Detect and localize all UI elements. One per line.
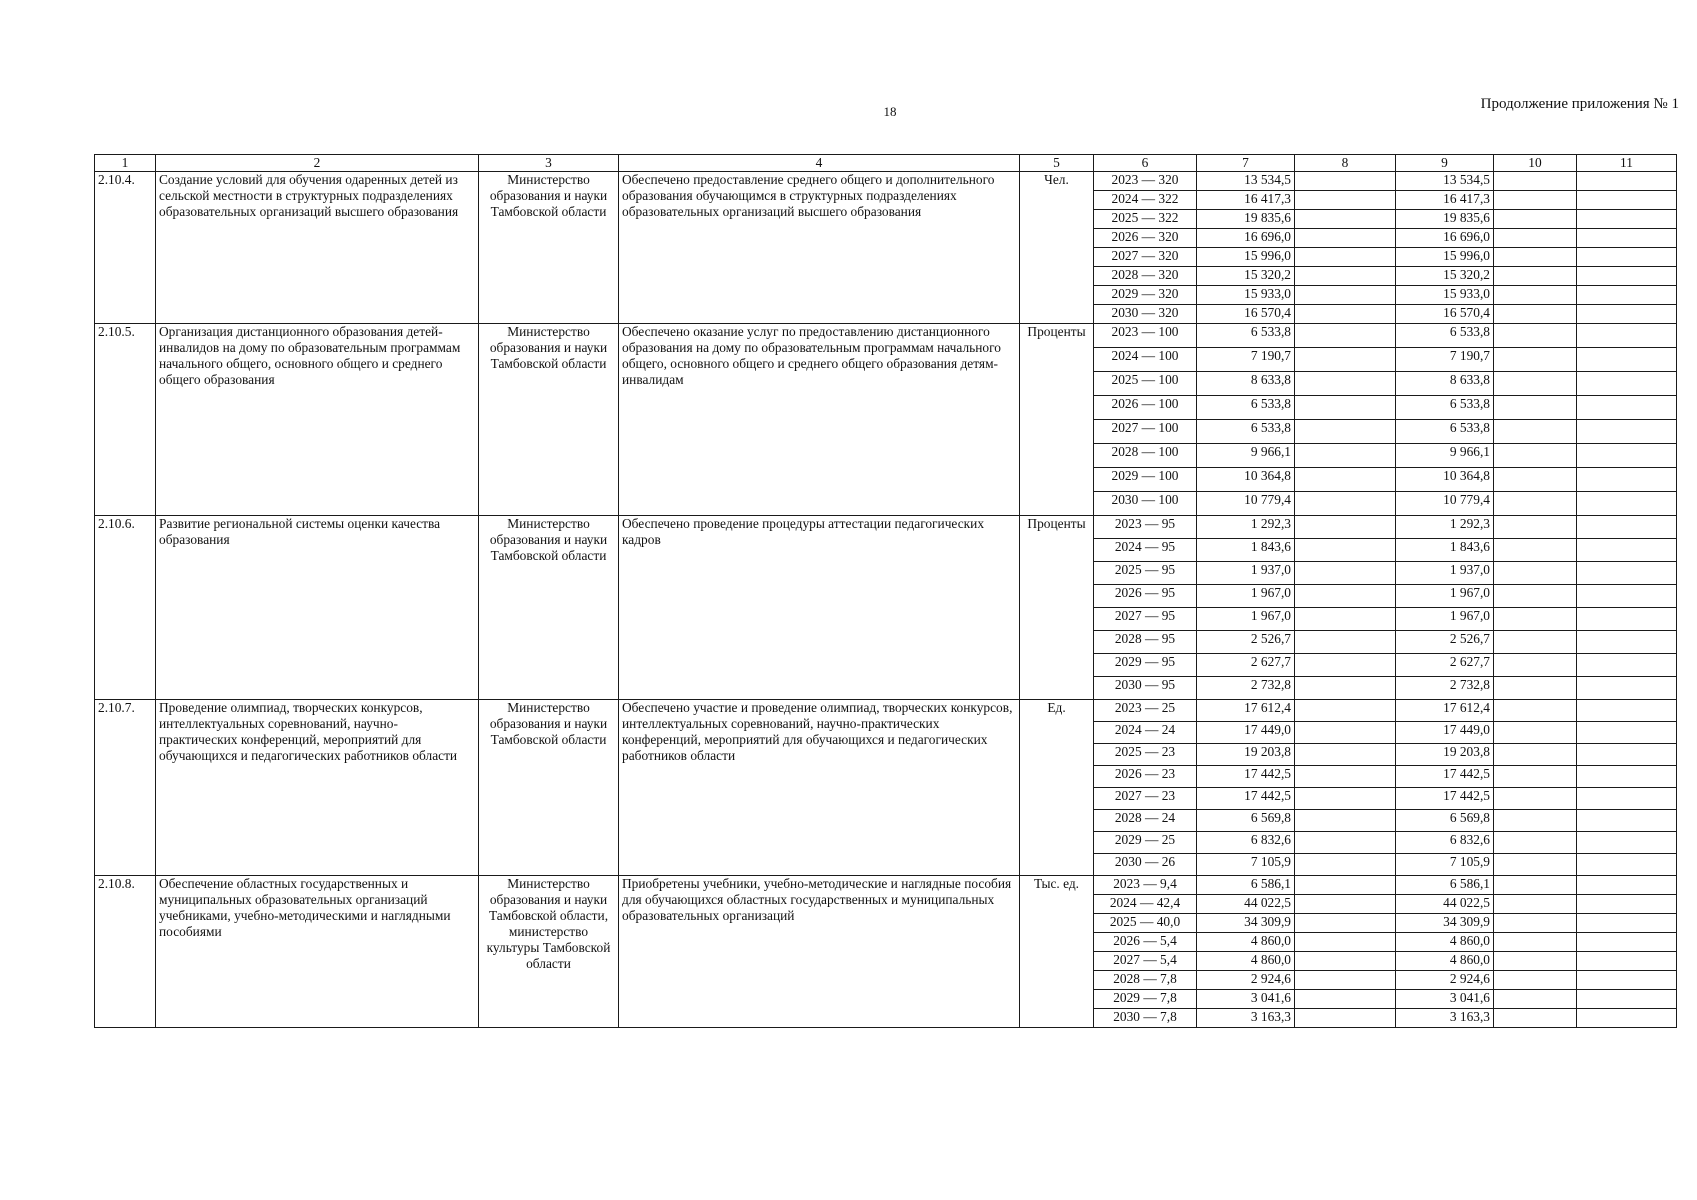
year-indicator-cell: 2024 — 100 bbox=[1094, 348, 1197, 372]
unit-of-measure: Чел. bbox=[1020, 172, 1094, 324]
amount-column-7: 10 364,8 bbox=[1197, 468, 1295, 492]
amount-column-7: 10 779,4 bbox=[1197, 492, 1295, 516]
amount-column-7: 9 966,1 bbox=[1197, 444, 1295, 468]
amount-column-9: 19 203,8 bbox=[1396, 744, 1494, 766]
amount-column-8 bbox=[1295, 516, 1396, 539]
amount-column-11 bbox=[1577, 172, 1677, 191]
column-number: 3 bbox=[479, 155, 619, 172]
amount-column-8 bbox=[1295, 468, 1396, 492]
year-indicator-cell: 2026 — 95 bbox=[1094, 585, 1197, 608]
amount-column-10 bbox=[1494, 229, 1577, 248]
activity-name: Обеспечение областных государственных и муниципальных образовательных организаций учебниками, учебно-методическими и наглядными пособиями bbox=[156, 876, 479, 1028]
activity-name: Создание условий для обучения одаренных детей из сельской местности в структурных подразделениях образовательных организаций высшего образования bbox=[156, 172, 479, 324]
amount-column-11 bbox=[1577, 492, 1677, 516]
amount-column-10 bbox=[1494, 766, 1577, 788]
amount-column-8 bbox=[1295, 914, 1396, 933]
year-indicator-cell: 2030 — 320 bbox=[1094, 305, 1197, 324]
amount-column-9: 3 041,6 bbox=[1396, 990, 1494, 1009]
amount-column-8 bbox=[1295, 324, 1396, 348]
amount-column-9: 9 966,1 bbox=[1396, 444, 1494, 468]
amount-column-11 bbox=[1577, 677, 1677, 700]
amount-column-8 bbox=[1295, 492, 1396, 516]
amount-column-11 bbox=[1577, 744, 1677, 766]
year-indicator-cell: 2023 — 95 bbox=[1094, 516, 1197, 539]
activity-number: 2.10.5. bbox=[95, 324, 156, 516]
amount-column-9: 17 612,4 bbox=[1396, 700, 1494, 722]
year-indicator-cell: 2024 — 95 bbox=[1094, 539, 1197, 562]
year-indicator-cell: 2029 — 320 bbox=[1094, 286, 1197, 305]
year-indicator-cell: 2025 — 95 bbox=[1094, 562, 1197, 585]
expected-result: Обеспечено предоставление среднего общего и дополнительного образования обучающимся в структурных подразделениях образовательных организаций высшего образования bbox=[619, 172, 1020, 324]
amount-column-11 bbox=[1577, 286, 1677, 305]
amount-column-7: 17 442,5 bbox=[1197, 788, 1295, 810]
amount-column-8 bbox=[1295, 348, 1396, 372]
amount-column-8 bbox=[1295, 420, 1396, 444]
year-indicator-cell: 2029 — 100 bbox=[1094, 468, 1197, 492]
amount-column-7: 1 967,0 bbox=[1197, 585, 1295, 608]
amount-column-7: 16 570,4 bbox=[1197, 305, 1295, 324]
amount-column-9: 13 534,5 bbox=[1396, 172, 1494, 191]
column-number: 7 bbox=[1197, 155, 1295, 172]
activity-name: Проведение олимпиад, творческих конкурсов, интеллектуальных соревнований, научно-практических конференций, мероприятий для обучающихся и педагогических работников области bbox=[156, 700, 479, 876]
amount-column-10 bbox=[1494, 210, 1577, 229]
expected-result: Обеспечено участие и проведение олимпиад, творческих конкурсов, интеллектуальных соревнований, научно-практических конференций, мероприятий для обучающихся и педагогических работников области bbox=[619, 700, 1020, 876]
year-indicator-cell: 2029 — 95 bbox=[1094, 654, 1197, 677]
year-indicator-cell: 2029 — 7,8 bbox=[1094, 990, 1197, 1009]
amount-column-7: 15 320,2 bbox=[1197, 267, 1295, 286]
amount-column-10 bbox=[1494, 562, 1577, 585]
amount-column-10 bbox=[1494, 933, 1577, 952]
amount-column-10 bbox=[1494, 895, 1577, 914]
amount-column-7: 19 835,6 bbox=[1197, 210, 1295, 229]
amount-column-9: 3 163,3 bbox=[1396, 1009, 1494, 1028]
amount-column-11 bbox=[1577, 267, 1677, 286]
amount-column-8 bbox=[1295, 585, 1396, 608]
amount-column-7: 6 533,8 bbox=[1197, 324, 1295, 348]
amount-column-9: 6 533,8 bbox=[1396, 420, 1494, 444]
amount-column-11 bbox=[1577, 372, 1677, 396]
column-number: 11 bbox=[1577, 155, 1677, 172]
year-indicator-cell: 2028 — 95 bbox=[1094, 631, 1197, 654]
activity-row bbox=[95, 324, 1677, 348]
year-indicator-cell: 2027 — 95 bbox=[1094, 608, 1197, 631]
amount-column-8 bbox=[1295, 700, 1396, 722]
amount-column-9: 15 933,0 bbox=[1396, 286, 1494, 305]
amount-column-11 bbox=[1577, 191, 1677, 210]
unit-of-measure: Проценты bbox=[1020, 516, 1094, 700]
amount-column-9: 2 732,8 bbox=[1396, 677, 1494, 700]
amount-column-7: 16 696,0 bbox=[1197, 229, 1295, 248]
activity-row bbox=[95, 516, 1677, 539]
amount-column-10 bbox=[1494, 876, 1577, 895]
amount-column-9: 2 526,7 bbox=[1396, 631, 1494, 654]
amount-column-10 bbox=[1494, 990, 1577, 1009]
expected-result: Приобретены учебники, учебно-методические и наглядные пособия для обучающихся областных государственных и муниципальных образовательных организаций bbox=[619, 876, 1020, 1028]
amount-column-11 bbox=[1577, 952, 1677, 971]
amount-column-8 bbox=[1295, 305, 1396, 324]
amount-column-10 bbox=[1494, 516, 1577, 539]
activity-row bbox=[95, 172, 1677, 191]
column-number: 1 bbox=[95, 155, 156, 172]
amount-column-9: 4 860,0 bbox=[1396, 952, 1494, 971]
amount-column-8 bbox=[1295, 608, 1396, 631]
amount-column-8 bbox=[1295, 229, 1396, 248]
amount-column-11 bbox=[1577, 722, 1677, 744]
amount-column-11 bbox=[1577, 348, 1677, 372]
amount-column-9: 1 937,0 bbox=[1396, 562, 1494, 585]
year-indicator-cell: 2025 — 23 bbox=[1094, 744, 1197, 766]
amount-column-8 bbox=[1295, 744, 1396, 766]
amount-column-8 bbox=[1295, 788, 1396, 810]
unit-of-measure: Тыс. ед. bbox=[1020, 876, 1094, 1028]
amount-column-8 bbox=[1295, 539, 1396, 562]
unit-of-measure: Ед. bbox=[1020, 700, 1094, 876]
amount-column-8 bbox=[1295, 267, 1396, 286]
year-indicator-cell: 2030 — 7,8 bbox=[1094, 1009, 1197, 1028]
year-indicator-cell: 2026 — 320 bbox=[1094, 229, 1197, 248]
responsible-executor: Министерство образования и науки Тамбовской области bbox=[479, 172, 619, 324]
amount-column-8 bbox=[1295, 248, 1396, 267]
amount-column-8 bbox=[1295, 766, 1396, 788]
amount-column-10 bbox=[1494, 172, 1577, 191]
amount-column-9: 16 417,3 bbox=[1396, 191, 1494, 210]
amount-column-9: 1 843,6 bbox=[1396, 539, 1494, 562]
amount-column-7: 2 526,7 bbox=[1197, 631, 1295, 654]
column-number: 4 bbox=[619, 155, 1020, 172]
year-indicator-cell: 2026 — 100 bbox=[1094, 396, 1197, 420]
amount-column-10 bbox=[1494, 420, 1577, 444]
year-indicator-cell: 2023 — 9,4 bbox=[1094, 876, 1197, 895]
amount-column-11 bbox=[1577, 539, 1677, 562]
amount-column-7: 6 832,6 bbox=[1197, 832, 1295, 854]
amount-column-9: 15 320,2 bbox=[1396, 267, 1494, 286]
amount-column-10 bbox=[1494, 348, 1577, 372]
amount-column-7: 1 292,3 bbox=[1197, 516, 1295, 539]
amount-column-10 bbox=[1494, 267, 1577, 286]
amount-column-11 bbox=[1577, 654, 1677, 677]
amount-column-8 bbox=[1295, 810, 1396, 832]
amount-column-10 bbox=[1494, 700, 1577, 722]
amount-column-9: 1 967,0 bbox=[1396, 585, 1494, 608]
amount-column-7: 17 612,4 bbox=[1197, 700, 1295, 722]
amount-column-10 bbox=[1494, 468, 1577, 492]
column-numbers-row bbox=[95, 155, 1677, 172]
amount-column-11 bbox=[1577, 810, 1677, 832]
amount-column-9: 7 105,9 bbox=[1396, 854, 1494, 876]
amount-column-11 bbox=[1577, 516, 1677, 539]
amount-column-7: 6 533,8 bbox=[1197, 396, 1295, 420]
amount-column-9: 8 633,8 bbox=[1396, 372, 1494, 396]
amount-column-8 bbox=[1295, 854, 1396, 876]
amount-column-7: 16 417,3 bbox=[1197, 191, 1295, 210]
year-indicator-cell: 2028 — 7,8 bbox=[1094, 971, 1197, 990]
amount-column-11 bbox=[1577, 832, 1677, 854]
amount-column-7: 44 022,5 bbox=[1197, 895, 1295, 914]
amount-column-8 bbox=[1295, 952, 1396, 971]
activity-name: Организация дистанционного образования детей-инвалидов на дому по образовательным программам начального общего, основного общего и среднего общего образования bbox=[156, 324, 479, 516]
column-number: 2 bbox=[156, 155, 479, 172]
amount-column-11 bbox=[1577, 396, 1677, 420]
amount-column-11 bbox=[1577, 990, 1677, 1009]
amount-column-9: 44 022,5 bbox=[1396, 895, 1494, 914]
year-indicator-cell: 2029 — 25 bbox=[1094, 832, 1197, 854]
unit-of-measure: Проценты bbox=[1020, 324, 1094, 516]
column-number: 9 bbox=[1396, 155, 1494, 172]
amount-column-8 bbox=[1295, 895, 1396, 914]
amount-column-9: 1 967,0 bbox=[1396, 608, 1494, 631]
column-number: 8 bbox=[1295, 155, 1396, 172]
amount-column-11 bbox=[1577, 914, 1677, 933]
amount-column-7: 2 627,7 bbox=[1197, 654, 1295, 677]
amount-column-7: 2 924,6 bbox=[1197, 971, 1295, 990]
amount-column-7: 1 967,0 bbox=[1197, 608, 1295, 631]
amount-column-9: 2 627,7 bbox=[1396, 654, 1494, 677]
amount-column-9: 6 586,1 bbox=[1396, 876, 1494, 895]
amount-column-11 bbox=[1577, 562, 1677, 585]
year-indicator-cell: 2027 — 100 bbox=[1094, 420, 1197, 444]
amount-column-7: 2 732,8 bbox=[1197, 677, 1295, 700]
column-number: 5 bbox=[1020, 155, 1094, 172]
column-number: 10 bbox=[1494, 155, 1577, 172]
amount-column-11 bbox=[1577, 608, 1677, 631]
amount-column-8 bbox=[1295, 210, 1396, 229]
amount-column-7: 17 449,0 bbox=[1197, 722, 1295, 744]
amount-column-9: 15 996,0 bbox=[1396, 248, 1494, 267]
amount-column-7: 8 633,8 bbox=[1197, 372, 1295, 396]
amount-column-7: 19 203,8 bbox=[1197, 744, 1295, 766]
amount-column-9: 16 570,4 bbox=[1396, 305, 1494, 324]
amount-column-7: 15 996,0 bbox=[1197, 248, 1295, 267]
year-indicator-cell: 2030 — 95 bbox=[1094, 677, 1197, 700]
amount-column-11 bbox=[1577, 876, 1677, 895]
amount-column-8 bbox=[1295, 876, 1396, 895]
amount-column-10 bbox=[1494, 810, 1577, 832]
activity-number: 2.10.8. bbox=[95, 876, 156, 1028]
amount-column-9: 34 309,9 bbox=[1396, 914, 1494, 933]
amount-column-11 bbox=[1577, 1009, 1677, 1028]
amount-column-10 bbox=[1494, 832, 1577, 854]
amount-column-9: 4 860,0 bbox=[1396, 933, 1494, 952]
amount-column-10 bbox=[1494, 744, 1577, 766]
year-indicator-cell: 2028 — 24 bbox=[1094, 810, 1197, 832]
amount-column-7: 13 534,5 bbox=[1197, 172, 1295, 191]
year-indicator-cell: 2023 — 320 bbox=[1094, 172, 1197, 191]
year-indicator-cell: 2026 — 5,4 bbox=[1094, 933, 1197, 952]
amount-column-9: 6 533,8 bbox=[1396, 324, 1494, 348]
amount-column-9: 6 832,6 bbox=[1396, 832, 1494, 854]
amount-column-10 bbox=[1494, 444, 1577, 468]
amount-column-7: 1 937,0 bbox=[1197, 562, 1295, 585]
activity-number: 2.10.4. bbox=[95, 172, 156, 324]
amount-column-7: 34 309,9 bbox=[1197, 914, 1295, 933]
amount-column-7: 7 190,7 bbox=[1197, 348, 1295, 372]
amount-column-11 bbox=[1577, 229, 1677, 248]
amount-column-8 bbox=[1295, 933, 1396, 952]
amount-column-10 bbox=[1494, 677, 1577, 700]
amount-column-10 bbox=[1494, 492, 1577, 516]
amount-column-10 bbox=[1494, 608, 1577, 631]
amount-column-9: 10 779,4 bbox=[1396, 492, 1494, 516]
amount-column-11 bbox=[1577, 324, 1677, 348]
amount-column-10 bbox=[1494, 952, 1577, 971]
amount-column-9: 17 442,5 bbox=[1396, 766, 1494, 788]
amount-column-9: 6 533,8 bbox=[1396, 396, 1494, 420]
amount-column-11 bbox=[1577, 444, 1677, 468]
year-indicator-cell: 2023 — 25 bbox=[1094, 700, 1197, 722]
activity-number: 2.10.6. bbox=[95, 516, 156, 700]
expected-result: Обеспечено оказание услуг по предоставлению дистанционного образования на дому по образовательным программам начального общего, основного общего и среднего общего образования детям-инвалидам bbox=[619, 324, 1020, 516]
amount-column-8 bbox=[1295, 191, 1396, 210]
amount-column-7: 4 860,0 bbox=[1197, 952, 1295, 971]
year-indicator-cell: 2027 — 5,4 bbox=[1094, 952, 1197, 971]
amount-column-11 bbox=[1577, 420, 1677, 444]
amount-column-11 bbox=[1577, 895, 1677, 914]
amount-column-10 bbox=[1494, 305, 1577, 324]
amount-column-8 bbox=[1295, 832, 1396, 854]
amount-column-8 bbox=[1295, 722, 1396, 744]
amount-column-11 bbox=[1577, 305, 1677, 324]
amount-column-8 bbox=[1295, 286, 1396, 305]
year-indicator-cell: 2027 — 23 bbox=[1094, 788, 1197, 810]
amount-column-8 bbox=[1295, 1009, 1396, 1028]
year-indicator-cell: 2025 — 100 bbox=[1094, 372, 1197, 396]
amount-column-10 bbox=[1494, 654, 1577, 677]
amount-column-11 bbox=[1577, 468, 1677, 492]
amount-column-9: 7 190,7 bbox=[1396, 348, 1494, 372]
amount-column-10 bbox=[1494, 854, 1577, 876]
amount-column-10 bbox=[1494, 631, 1577, 654]
amount-column-11 bbox=[1577, 788, 1677, 810]
amount-column-10 bbox=[1494, 191, 1577, 210]
appendix-continuation-note: Продолжение приложения № 1 bbox=[1480, 96, 1679, 112]
amount-column-8 bbox=[1295, 677, 1396, 700]
responsible-executor: Министерство образования и науки Тамбовской области bbox=[479, 700, 619, 876]
activity-number: 2.10.7. bbox=[95, 700, 156, 876]
amount-column-8 bbox=[1295, 372, 1396, 396]
amount-column-10 bbox=[1494, 722, 1577, 744]
amount-column-9: 19 835,6 bbox=[1396, 210, 1494, 229]
amount-column-8 bbox=[1295, 444, 1396, 468]
activity-row bbox=[95, 876, 1677, 895]
amount-column-7: 17 442,5 bbox=[1197, 766, 1295, 788]
page-number: 18 bbox=[883, 104, 897, 119]
amount-column-10 bbox=[1494, 1009, 1577, 1028]
year-indicator-cell: 2025 — 40,0 bbox=[1094, 914, 1197, 933]
amount-column-7: 6 586,1 bbox=[1197, 876, 1295, 895]
amount-column-8 bbox=[1295, 562, 1396, 585]
amount-column-11 bbox=[1577, 854, 1677, 876]
year-indicator-cell: 2025 — 322 bbox=[1094, 210, 1197, 229]
amount-column-10 bbox=[1494, 971, 1577, 990]
amount-column-9: 6 569,8 bbox=[1396, 810, 1494, 832]
year-indicator-cell: 2027 — 320 bbox=[1094, 248, 1197, 267]
amount-column-9: 16 696,0 bbox=[1396, 229, 1494, 248]
amount-column-11 bbox=[1577, 210, 1677, 229]
amount-column-8 bbox=[1295, 990, 1396, 1009]
amount-column-9: 10 364,8 bbox=[1396, 468, 1494, 492]
responsible-executor: Министерство образования и науки Тамбовской области bbox=[479, 324, 619, 516]
amount-column-7: 15 933,0 bbox=[1197, 286, 1295, 305]
year-indicator-cell: 2024 — 24 bbox=[1094, 722, 1197, 744]
amount-column-9: 1 292,3 bbox=[1396, 516, 1494, 539]
year-indicator-cell: 2024 — 322 bbox=[1094, 191, 1197, 210]
amount-column-10 bbox=[1494, 788, 1577, 810]
amount-column-8 bbox=[1295, 971, 1396, 990]
amount-column-11 bbox=[1577, 248, 1677, 267]
amount-column-9: 2 924,6 bbox=[1396, 971, 1494, 990]
year-indicator-cell: 2028 — 320 bbox=[1094, 267, 1197, 286]
activity-row bbox=[95, 700, 1677, 722]
amount-column-7: 4 860,0 bbox=[1197, 933, 1295, 952]
expected-result: Обеспечено проведение процедуры аттестации педагогических кадров bbox=[619, 516, 1020, 700]
amount-column-8 bbox=[1295, 631, 1396, 654]
amount-column-10 bbox=[1494, 914, 1577, 933]
year-indicator-cell: 2028 — 100 bbox=[1094, 444, 1197, 468]
amount-column-10 bbox=[1494, 324, 1577, 348]
year-indicator-cell: 2026 — 23 bbox=[1094, 766, 1197, 788]
amount-column-7: 3 041,6 bbox=[1197, 990, 1295, 1009]
amount-column-11 bbox=[1577, 933, 1677, 952]
amount-column-10 bbox=[1494, 539, 1577, 562]
amount-column-10 bbox=[1494, 248, 1577, 267]
year-indicator-cell: 2030 — 100 bbox=[1094, 492, 1197, 516]
amount-column-11 bbox=[1577, 766, 1677, 788]
amount-column-11 bbox=[1577, 585, 1677, 608]
amount-column-8 bbox=[1295, 654, 1396, 677]
amount-column-8 bbox=[1295, 172, 1396, 191]
amount-column-9: 17 449,0 bbox=[1396, 722, 1494, 744]
amount-column-10 bbox=[1494, 372, 1577, 396]
column-number: 6 bbox=[1094, 155, 1197, 172]
program-activities-table bbox=[94, 154, 1677, 1028]
amount-column-10 bbox=[1494, 286, 1577, 305]
amount-column-7: 3 163,3 bbox=[1197, 1009, 1295, 1028]
amount-column-7: 6 569,8 bbox=[1197, 810, 1295, 832]
amount-column-10 bbox=[1494, 396, 1577, 420]
amount-column-11 bbox=[1577, 631, 1677, 654]
amount-column-11 bbox=[1577, 700, 1677, 722]
amount-column-7: 6 533,8 bbox=[1197, 420, 1295, 444]
year-indicator-cell: 2030 — 26 bbox=[1094, 854, 1197, 876]
amount-column-10 bbox=[1494, 585, 1577, 608]
year-indicator-cell: 2023 — 100 bbox=[1094, 324, 1197, 348]
year-indicator-cell: 2024 — 42,4 bbox=[1094, 895, 1197, 914]
responsible-executor: Министерство образования и науки Тамбовской области, министерство культуры Тамбовской области bbox=[479, 876, 619, 1028]
amount-column-8 bbox=[1295, 396, 1396, 420]
amount-column-11 bbox=[1577, 971, 1677, 990]
activity-name: Развитие региональной системы оценки качества образования bbox=[156, 516, 479, 700]
amount-column-9: 17 442,5 bbox=[1396, 788, 1494, 810]
amount-column-7: 1 843,6 bbox=[1197, 539, 1295, 562]
amount-column-7: 7 105,9 bbox=[1197, 854, 1295, 876]
responsible-executor: Министерство образования и науки Тамбовской области bbox=[479, 516, 619, 700]
